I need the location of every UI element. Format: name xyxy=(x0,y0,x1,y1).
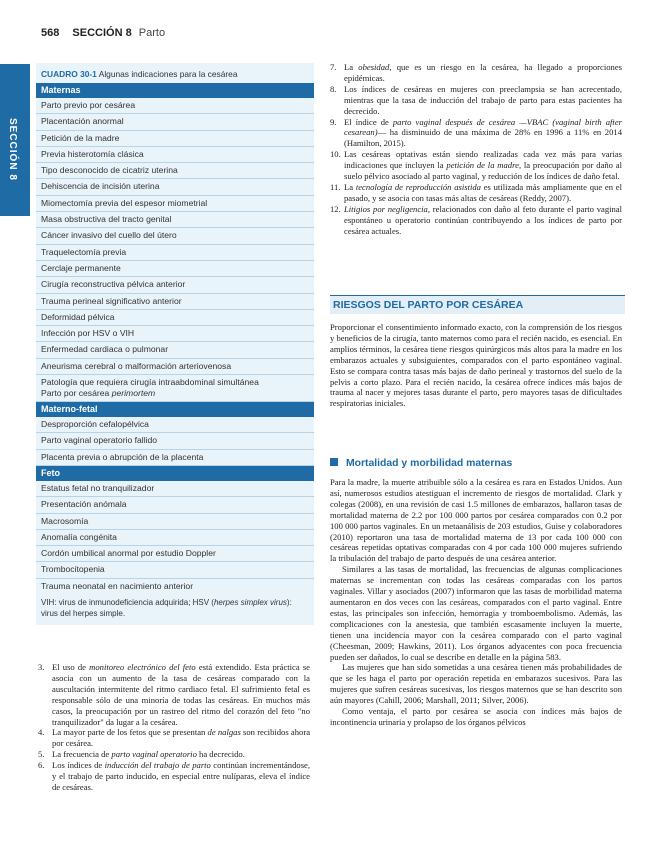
box-footnote: VIH: virus de inmunodeficiencia adquirida; HSV (herpes simplex virus): virus del herpes simple. xyxy=(41,598,292,619)
box-title xyxy=(36,63,314,83)
box-list-item: Parto vaginal operatorio fallido xyxy=(36,433,314,449)
list-item: 3. El uso de monitoreo electrónico del feto está extendido. Esta práctica se asocia con un aumento de la tasa de cesáreas comparado con la auscultación intermitente del ritmo cardiaco fetal. El sufrimiento fetal es responsable sólo de una minoría de todas las cesáreas. En muchos más casos, la preocupación por un rastreo del ritmo del corazón del feto "no tranquilizador" da lugar a la cesárea. xyxy=(38,662,310,727)
body-paragraph: Similares a las tasas de mortalidad, las frecuencias de algunas complicaciones maternas se incrementan con todas las cesáreas comparadas con los partos vaginales. Villar y asociados (2007) informaron que las tasas de morbilidad materna aumentaron en dos veces con las cesáreas, comparados con el parto vaginal. Entre estas, las principales son infección, hemorragia y tromboembolismo. Además, las complicaciones con la anestesia, que también escasamente incluyen la muerte, tienen una incidencia mayor con la cesárea comparado con el parto vaginal (Cheesman, 2009; Hawkins, 2011). Los órganos adyacentes con poca frecuencia pueden ser dañados, lo cual se describe en detalle en la página 583. xyxy=(330,564,622,662)
list-item: 10. Las cesáreas optativas están siendo realizadas cada vez más para varias indicaciones que incluyen la petición de la madre, la preocupación por daño al suelo pélvico asociado al parto vaginal, y reducción de los índices de daño fetal. xyxy=(330,149,622,182)
right-numbered-list xyxy=(330,62,622,237)
box-list-item: Estatus fetal no tranquilizador xyxy=(36,481,314,497)
box-list-item: Placenta previa o abrupción de la placenta xyxy=(36,450,314,466)
box-list-item: Infección por HSV o VIH xyxy=(36,326,314,342)
section-side-tab xyxy=(0,64,30,216)
box-list-item: Enfermedad cardiaca o pulmonar xyxy=(36,342,314,358)
mortalidad-text xyxy=(330,477,622,728)
box-list-item: Masa obstructiva del tracto genital xyxy=(36,212,314,228)
box-section-heading: Feto xyxy=(36,466,314,481)
box-list-item: Previa histerotomía clásica xyxy=(36,147,314,163)
box-list-item: Tipo desconocido de cicatriz uterina xyxy=(36,163,314,179)
box-list-item: Deformidad pélvica xyxy=(36,310,314,326)
heading-mortalidad: Mortalidad y morbilidad maternas xyxy=(330,458,512,469)
box-list-item: Trauma neonatal en nacimiento anterior xyxy=(41,580,194,591)
box-list-item: Trombocitopenia xyxy=(36,562,314,578)
box-list-item: Trauma perineal significativo anterior xyxy=(36,294,314,310)
box-list-item: Parto previo por cesárea xyxy=(36,98,314,114)
body-paragraph: Como ventaja, el parto por cesárea se asocia con índices más bajos de incontinencia urinaria y prolapso de los órganos pélvicos xyxy=(330,706,622,727)
list-item: 9. El índice de parto vaginal después de cesárea —VBAC (vaginal birth after cesarean)— ha disminuido de una máxima de 28% en 1996 a 11% en 2014 (Hamilton, 2015). xyxy=(330,116,622,149)
box-list-item: Miomectomía previa del espesor miometrial xyxy=(36,196,314,212)
box-sections xyxy=(36,83,314,594)
riesgos-paragraph: Proporcionar el consentimiento informado exacto, con la comprensión de los riesgos y beneficios de la cirugía, tanto maternos como para el recién nacido, es esencial. En amplios términos, la cesárea tiene riesgos quirúrgicos más altos para la madre en los embarazos actuales y subsiguientes, comparados con el parto espontáneo vaginal. Esto se compara contra tasas más bajas de daño perineal y trastornos del suelo de la pelvis a corto plazo. Para el recién nacido, la cesárea ofrece índices más bajos de trauma al nacer y mejores tasas durante el parto, pero mayores tasas de dificultades respiratorias iniciales. xyxy=(330,322,622,409)
bullet-square-icon xyxy=(330,458,338,466)
box-list-item: Placentación anormal xyxy=(36,114,314,130)
box-list-item: Petición de la madre xyxy=(36,131,314,147)
box-label: CUADRO 30-1 xyxy=(41,69,97,79)
box-list-item: Cerclaje permanente xyxy=(36,261,314,277)
box-list-item: Cáncer invasivo del cuello del útero xyxy=(36,228,314,244)
box-list-item: Cirugía reconstructiva pélvica anterior xyxy=(36,277,314,293)
box-list-item: Desproporción cefalopélvica xyxy=(36,417,314,433)
box-section-heading: Maternas xyxy=(36,83,314,98)
box-list-item: Cordón umbilical anormal por estudio Doppler xyxy=(36,546,314,562)
box-list-item: Anomalía congénita xyxy=(36,530,314,546)
list-item: 5. La frecuencia de parto vaginal operatorio ha decrecido. xyxy=(38,749,245,760)
box-section-heading: Materno-fetal xyxy=(36,402,314,417)
section-label: SECCIÓN 8 xyxy=(72,27,132,39)
body-paragraph: Las mujeres que han sido sometidas a una cesárea tienen más probabilidades de que se les haga el parto por operación repetida en embarazos sucesivos. Para las mujeres que sufren cesáreas sucesivas, los riesgos maternos que se han descrito son aún mayores (Cahill, 2006; Marshall, 2011; Silver, 2006). xyxy=(330,662,622,706)
box-list-item: Dehiscencia de incisión uterina xyxy=(36,179,314,195)
box-list-item: Patología que requiera cirugía intraabdominal simultánea Parto por cesárea perimortem xyxy=(36,375,314,402)
box-list-item: Traquelectomía previa xyxy=(36,245,314,261)
section-title: Parto xyxy=(138,27,166,39)
indications-box xyxy=(36,63,314,625)
running-header xyxy=(41,27,165,39)
list-item: 12. Litigios por negligencia, relacionados con daño al feto durante el parto vaginal espontáneo u operatorio continúan contribuyendo a los índices de parto por cesárea actuales. xyxy=(330,203,623,236)
list-item: 8. Los índices de cesáreas en mujeres con preeclampsia se han acrecentado, mientras que la tasa de inducción del trabajo de parto para estas pacientes ha decrecido. xyxy=(330,83,622,116)
box-list-item: Presentación anómala xyxy=(36,497,314,513)
box-list-item: Aneurisma cerebral o malformación arteriovenosa xyxy=(36,359,314,375)
box-title-text: Algunas indicaciones para la cesárea xyxy=(98,69,238,79)
list-item: 4. La mayor parte de los fetos que se presentan de nalgas son recibidos ahora por cesárea. xyxy=(38,727,311,749)
list-item: 6. Los índices de inducción del trabajo de parto continúan incrementándose, y el trabajo de parto inducido, en especial entre nulíparas, eleva el índice de cesáreas. xyxy=(38,760,310,792)
heading-riesgos: RIESGOS DEL PARTO POR CESÁREA xyxy=(330,295,625,314)
left-numbered-list xyxy=(38,662,310,793)
list-item: 7. La obesidad, que es un riesgo en la cesárea, ha llegado a proporciones epidémicas. xyxy=(330,62,622,83)
side-tab-label: SECCIÓN 8 xyxy=(7,118,18,181)
page-number: 568 xyxy=(41,27,60,39)
list-item: 11. La tecnología de reproducción asistida es utilizada más ampliamente que en el pasado, y se asocia con tasas más altas de cesáreas (Reddy, 2007). xyxy=(330,181,622,203)
box-list-item: Macrosomía xyxy=(36,514,314,530)
body-paragraph: Para la madre, la muerte atribuible sólo a la cesárea es rara en Estados Unidos. Aun así, numerosos estudios atestiguan el incremento de riesgos de mortalidad. Clark y colegas (2008), en una revisión de casi 1.5 millones de embarazos, hallaron tasas de mortalidad materna de 2.2 por 100 000 partos por cesárea comparados con 0.2 por 100 000 partos vaginales. En un metaanálisis de 203 estudios, Guise y colaboradores (2010) reportaron una tasa de mortalidad materna de 13 por cada 100 000 con cesáreas repetidas optativas comparadas con 4 por cada 100 000 mujeres sufriendo la tribulación del trabajo de parto después de una cesárea anterior. xyxy=(330,477,622,564)
